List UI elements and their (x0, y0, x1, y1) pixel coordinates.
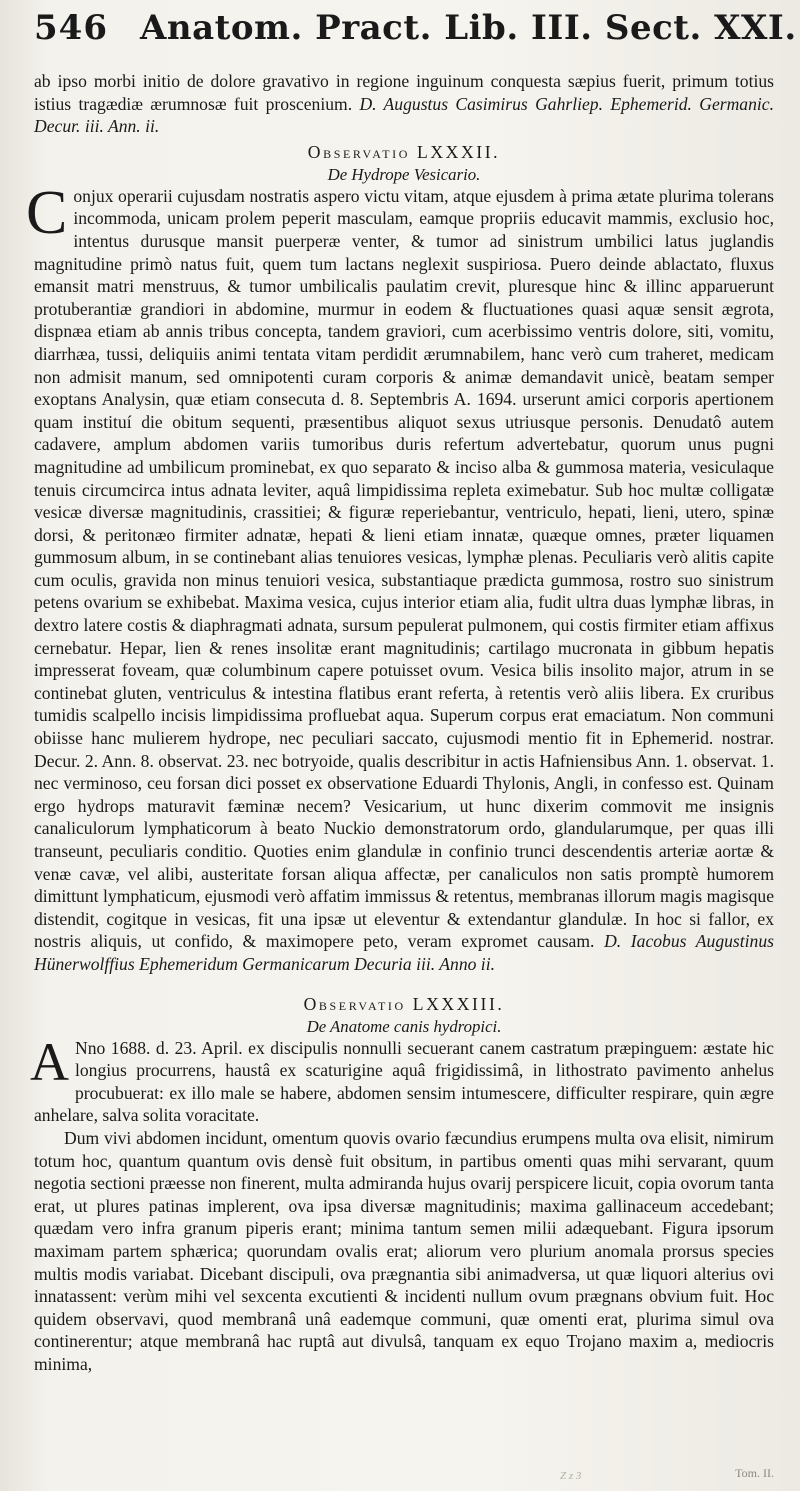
intro-text: ab ipso morbi initio de dolore gravativo in regione inguinum conquesta sæpius fuerit, primum totius istius tragædiæ ærumnosæ fuit proscenium. (34, 71, 774, 114)
intro-paragraph (34, 70, 774, 138)
observation-83-text-1: Nno 1688. d. 23. April. ex discipulis nonnulli secuerant canem castratum præpinguem: æstate hic longius procurrens, haustâ ex scaturigine aquâ frigidissimâ, in lithostrato pavimento anhelus procubuerat: ex illo male se habere, abdomen sensim intumescere, difficulter respirare, quin ægre anhelare, salva solita voracitate. (34, 1037, 774, 1126)
observation-82-subtitle: De Hydrope Vesicario. (327, 164, 481, 184)
intro-signature: D. Augustus Casimirus Gahrliep. Ephemerid. Germanic. Decur. iii. Ann. ii. (34, 93, 774, 137)
main-text (26, 70, 774, 1375)
observation-82-text: onjux operarii cujusdam nostratis aspero victu vitam, atque ejusdem à prima ætate plurima tolerans incommoda, unicam prolem peperit masculam, eamque propriis educavit mammis, exclusio hoc, intentus durusque mansit puerperæ venter, & tumor ad sinistrum umbilici latus juglandis magnitudine primò natus fuit, quem tum lactans neglexit suspiriosa. Puero deinde ablactato, fluxus emansit matri menstruus, & tumor umbilicalis paulatim crevit, pluresque hinc & illinc apparuerunt protuberantiæ grandiori in abdomine, murmur in eodem & fluctuationes quasi aquæ sensit ægrota, dispnæa etiam ab annis tribus concepta, tandem graviori, cum acerbissimo ventris dolore, siti, vomitu, diarrhæa, tussi, deliquiis animi tentata vitam perdidit ærumnabilem, hanc verò cum traheret, medicam non admisit manum, sed omnipotenti curam corporis & animæ demandavit unicè, beatam semper exoptans Analysin, quæ etiam consecuta d. 8. Septembris A. 1694. urserunt amici corporis apertionem quam instituí die obitum sequenti, præsentibus aliquot sexus utriusque personis. Denudatô autem cadavere, amplum abdomen variis tumoribus duris refertum advertebatur, quorum unus pugni magnitudine ad umbilicum prominebat, ex quo separato & inciso alba & gummosa materia, vesiculaque tenuis circumcirca intus adnata leviter, aquâ limpidissima repleta eximebatur. Sub hoc multæ colligatæ vesicæ diversæ magnitudinis, crassitiei; & figuræ reperiebantur, ventriculo, hepati, lieni, utero, spinæ dorsi, & peritonæo firmiter adnatæ, hepati & lieni etiam innatæ, quæque omnes, præter liquamen gummosum album, in se continebant alias tenuiores vesicas, lymphæ plenas. Peculiaris verò alitis capite cum oculis, gravida non minus tenuiori vesica, substantiaque prædicta gummosa, rostro suo sinistrum petens ovarium se exhibebat. Maxima vesica, cujus interior etiam alia, fudit ultra duas lymphæ libras, in dextro latere costis & diaphragmati adnata, sursum pepulerat pulmonem, qui costis firmiter etiam affixus cernebatur. Hepar, lien & renes insolitæ erant magnitudinis; cartilago mucronata in gibbum hepatis impresserat foveam, quæ columbinum capere potuisset ovum. Vesica bilis insolito major, atrum in se continebat gluten, ventriculus & intestina flatibus erant referta, à retentis verò aliis libera. Ex cruribus tumidis scalpello incisis limpidissima profluebat aqua. Superum corpus erat emaciatum. Non communi obiisse hanc mulierem hydrope, nec peculiari saccato, cujusmodi mentio fit in Ephemerid. nostrar. Decur. 2. Ann. 8. observat. 23. nec botryoide, qualis describitur in actis Hafniensibus Ann. 1. observat. 1. nec verminoso, ceu forsan dici posset ex observatione Eduardi Thylonis, Angli, in confesso est. Quinam ergo hydrops maturavit fæminæ necem? Vesicarium, ut hunc dixerim commovit me insignis canaliculorum lymphaticorum à beato Nuckio demonstratorum ordo, glandularumque, per quas illi transeunt, peculiaris conditio. Quoties enim glandulæ in confinio trunci descendentis arteriæ aortæ & venæ cavæ, vel alibi, austeritate forsan aliqua affectæ, per canaliculos non satis promptè humorem dimittunt lymphaticum, ejusmodi verò affatim immissus & retentus, membranas illorum magis magisque distendit, cogitque in vesicas, fit una ipsæ ut eleventur & extendantur glandulæ. In hoc si fallor, ex nostris aliquis, ut confido, & maximopere peto, veram expromet causam. (34, 185, 774, 952)
drop-cap-c: C (26, 178, 68, 247)
observation-82-body (26, 178, 774, 976)
drop-cap-a: A (30, 1031, 69, 1092)
running-title: Anatom. Pract. Lib. III. Sect. XXI. (139, 8, 797, 48)
observation-83-para-2: Dum vivi abdomen incidunt, omentum quovis ovario fæcundius erumpens multa ova elisit, nimirum totum hoc, quantum quantum ovis densè fuit obsitum, in partibus omenti quas mihi servarant, quum negotia sectioni præesse non finerent, multa admiranda hujus ovarij perspicere licuit, copia ovorum tanta erat, ut plures patinas implerent, ova ipsa diversæ magnitudinis; maxima gallinaceum accedebant; quædam vero infra granum piperis erant; minima tantum semen milii adæquebant. Figura ipsorum maximam partem sphærica; quorundam ovalis erat; aliorum vero plurium anomala prorsus species multis modis variabat. Dicebant discipuli, ova prægnantia sibi animadversa, ut quæ liquori alterius ovi innatassent: verùm mihi vel sexcenta excutienti & incidenti nullum ovum prægnans obvium fuit. Hoc quidem observavi, quod membranâ unâ eademque communi, quæ omenti erat, plurima simul ova continerentur; atque membranâ hac ruptâ aut divulsâ, tanquam ex equo Trojano maxim a, mediocris minima, (34, 1127, 774, 1374)
observation-83-subtitle: De Anatome canis hydropici. (306, 1016, 502, 1036)
observation-82-title: Observatio LXXXII. (307, 141, 501, 162)
page-number: 546 (34, 8, 108, 48)
observation-83-para-1 (30, 1031, 774, 1127)
observation-83-title: Observatio LXXXIII. (303, 993, 505, 1014)
page-header (34, 8, 797, 70)
observation-82-signature: D. Iacobus Augustinus Hünerwolffius Ephemeridum Germanicarum Decuria iii. Anno ii. (34, 931, 774, 974)
footer-note: Tom. II. (735, 1466, 774, 1480)
footer-signature-mark: Z z 3 (560, 1470, 582, 1482)
